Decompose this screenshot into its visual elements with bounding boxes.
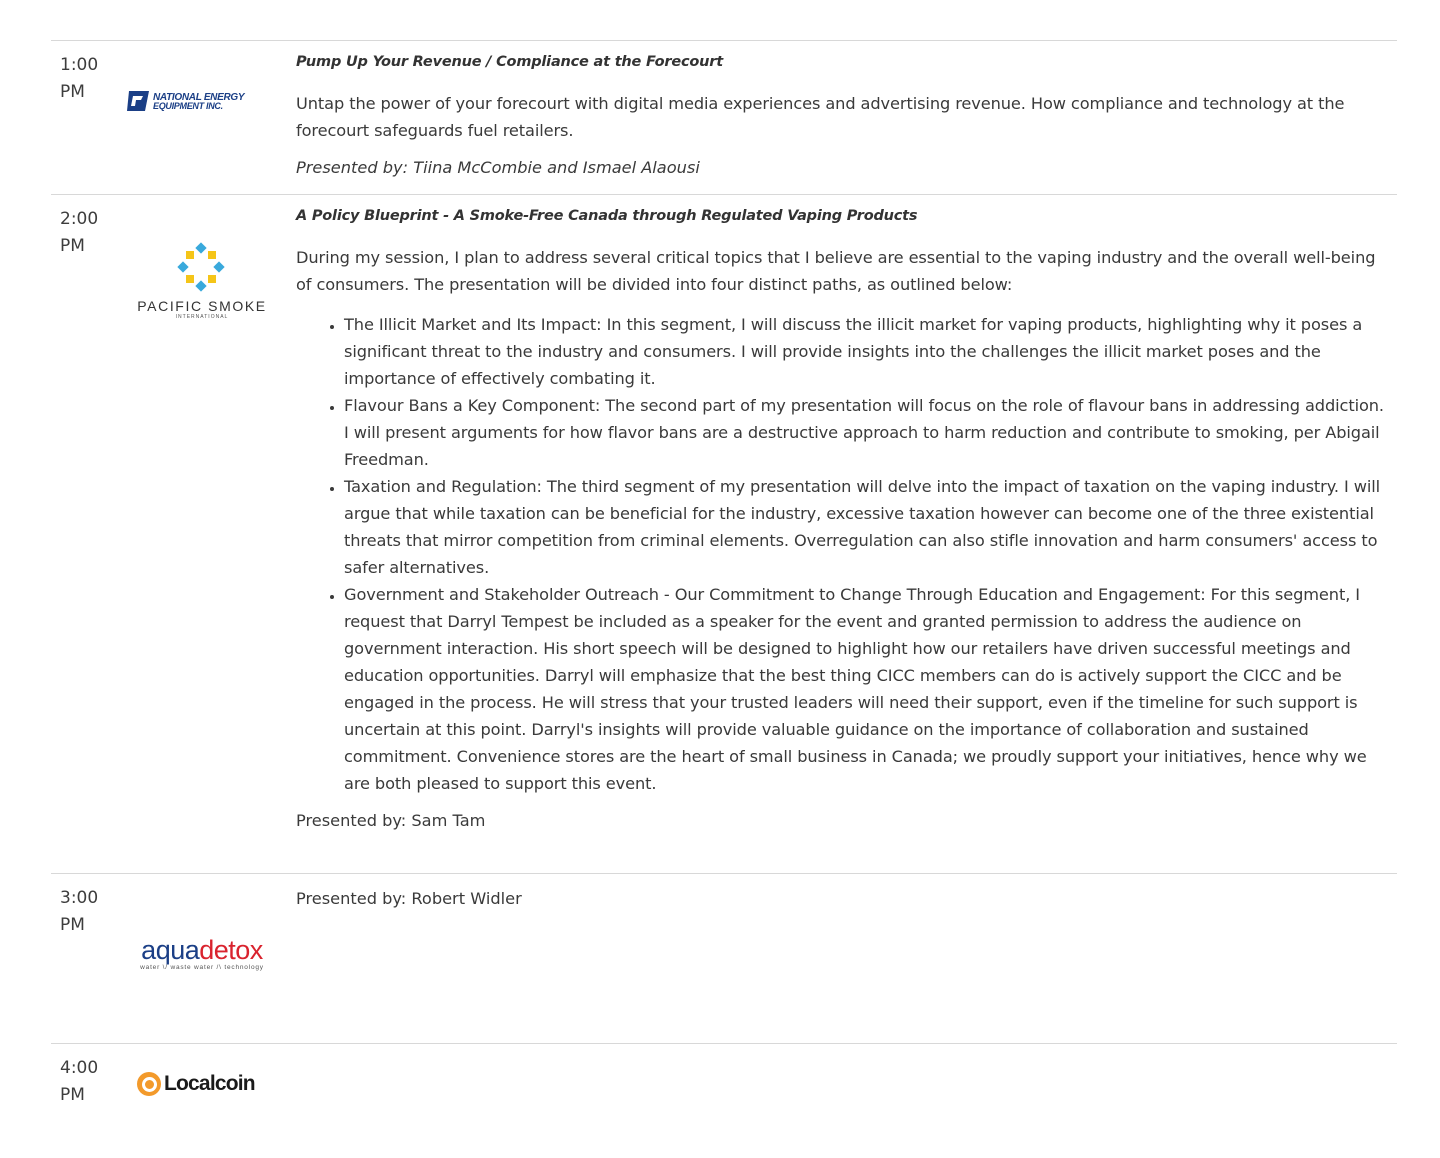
session-title: A Policy Blueprint - A Smoke-Free Canada through Regulated Vaping Products <box>296 208 918 224</box>
time-slot: 2:00 PM <box>60 209 99 256</box>
aquadetox-detox: detox <box>199 935 263 965</box>
session-content <box>296 52 1392 181</box>
pacific-smoke-sub: INTERNATIONAL <box>175 314 229 320</box>
session-content <box>296 885 1392 912</box>
svg-text:EQUIPMENT INC.: EQUIPMENT INC. <box>153 101 223 111</box>
session-content <box>296 206 1392 834</box>
sponsor-logo-national-energy <box>127 89 277 113</box>
aquadetox-wordmark <box>127 936 277 964</box>
session-description: Untap the power of your forecourt with digital media experiences and advertising revenue. How compliance and technology at the forecourt safeguards fuel retailers. <box>296 94 1345 140</box>
sponsor-logo-aquadetox <box>127 936 277 972</box>
session-presenter: Presented by: Robert Widler <box>296 889 522 908</box>
national-energy-logo-icon <box>127 89 277 113</box>
session-description: During my session, I plan to address several critical topics that I believe are essential to the vaping industry and the overall well-being of consumers. The presentation will be divided into four distinct paths, as outlined below: <box>296 248 1376 294</box>
session-presenter: Presented by: Tiina McCombie and Ismael Alaousi <box>296 158 700 177</box>
schedule-row <box>51 1043 1397 1143</box>
time-slot: 4:00 PM <box>60 1058 99 1105</box>
list-item: • Government and Stakeholder Outreach - Our Commitment to Change Through Education and Engagement: For this segment, I request that Darryl Tempest be included as a speaker for the event and granted permission to address the audience on government interaction. His short speech will be designed to highlight how our retailers have driven successful meetings and education opportunities. Darryl will emphasize that the best thing CICC members can do is actively support the CICC and be engaged in the process. He will stress that your trusted leaders will need their support, even if the timeline for such support is uncertain at this point. Darryl's insights will provide valuable guidance on the importance of collaboration and sustained commitment. Convenience stores are the heart of small business in Canada; we proudly support your initiatives, hence why we are both pleased to support this event. <box>344 581 1392 797</box>
session-bullet-list <box>296 311 1392 797</box>
list-item: • The Illicit Market and Its Impact: In this segment, I will discuss the illicit market for vaping products, highlighting why it poses a significant threat to the industry and consumers. I will provide insights into the challenges the illicit market poses and the importance of effectively combating it. <box>344 311 1392 392</box>
schedule-row <box>51 194 1397 873</box>
pacific-smoke-name: PACIFIC SMOKE <box>137 298 267 314</box>
national-energy-logo-text: NATIONAL ENERGY <box>153 92 245 103</box>
pacific-smoke-diamond-icon <box>177 242 227 292</box>
aquadetox-aqua: aqua <box>141 935 200 965</box>
schedule-table <box>51 40 1397 1143</box>
list-item: • Flavour Bans a Key Component: The second part of my presentation will focus on the role of flavour bans in addressing addiction. I will present arguments for how flavor bans are a destructive approach to harm reduction and contribute to smoking, per Abigail Freedman. <box>344 392 1392 473</box>
sponsor-logo-pacific-smoke <box>127 242 277 320</box>
list-item: • Taxation and Regulation: The third segment of my presentation will delve into the impact of taxation on the vaping industry. I will argue that while taxation can be beneficial for the industry, excessive taxation however can become one of the three existential threats that mirror competition from criminal elements. Overregulation can also stifle innovation and harm consumers' access to safer alternatives. <box>344 473 1392 581</box>
time-slot: 3:00 PM <box>60 888 99 935</box>
localcoin-icon <box>137 1072 161 1096</box>
session-title: Pump Up Your Revenue / Compliance at the Forecourt <box>296 54 723 70</box>
schedule-row <box>51 40 1397 194</box>
schedule-row <box>51 873 1397 1043</box>
aquadetox-tagline: water \/ waste water /\ technology <box>140 964 264 971</box>
localcoin-wordmark: Localcoin <box>164 1072 255 1095</box>
session-presenter: Presented by: Sam Tam <box>296 811 486 830</box>
time-slot: 1:00 PM <box>60 55 99 102</box>
sponsor-logo-localcoin <box>127 1072 277 1096</box>
